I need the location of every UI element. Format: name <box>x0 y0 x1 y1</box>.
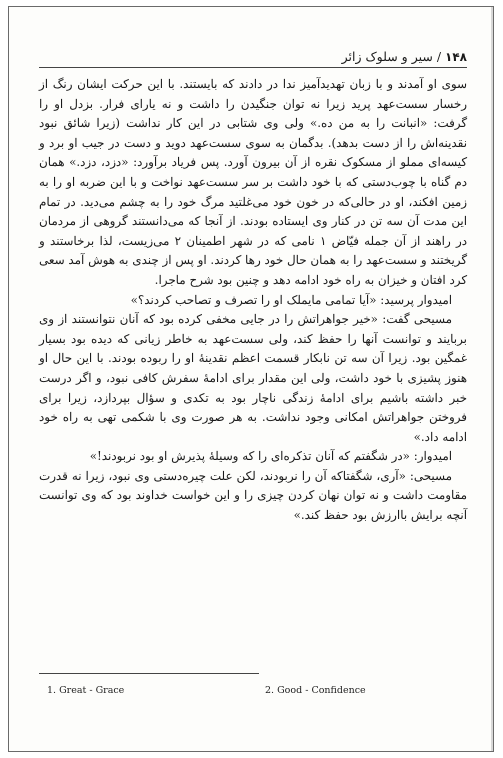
paragraph: امیدوار: «در شگفتم که آنان تذکره‌ای را که وسیلهٔ پذیرش او بود نربودند!» <box>89 449 452 464</box>
body-text <box>39 75 467 526</box>
page-frame <box>8 6 494 752</box>
paragraph: مسیحی گفت: «خیر جواهراتش را در جایی مخفی کرده بود که آنان نتوانستند از وی بربایند و توانست آنها را حفظ کند، ولی سست‌عهد به خاطر زیانی که دیده بود بسیار غمگین بود. زیرا آن سه تن نابکار قسمت اعظم نقدینهٔ او را ربوده بودند. با این حال او هنوز پشیزی با خود داشت، ولی این مقدار برای ادامهٔ سفرش کافی نبود، و اگر درست خبر داشته باشیم برای ادامهٔ زندگی ناچار بود به تکدی و سؤال بپردازد، زیرا برای فروختن جواهراتش امکانی وجود نداشت. به هر صورت وی با شکمی تهی به راه خود ادامه داد.» <box>39 312 467 444</box>
header-rule <box>39 67 467 68</box>
paragraph: سوی او آمدند و با زبان تهدیدآمیز ندا در دادند که بایستند. با این حرکت ایشان رنگ از رخسار سست‌عهد پرید زیرا نه توان جنگیدن را داشت و نه یارای فرار. بزدل او را گرفت: «انبانت را به من ده.» ولی وی شتابی در این کار نداشت (زیرا شائق نبود نقدینه‌اش را از دست بدهد). بدگمان به سوی سست‌عهد دوید و دست در جیب او برد و کیسه‌ای مملو از مسکوک نقره از آن بیرون آورد. پس فریاد برآورد: «دزد، دزد.» همان دم گناه با چوب‌دستی که با خود داشت بر سر سست‌عهد نواخت و با این ضربه او را به زمین افکند، او در حالی‌که در خون خود می‌غلتید مرگ خود را به چشم می‌دید. در تمام این مدت آن سه تن در کنار وی ایستاده بودند. از آنجا که می‌دانستند گروهی از مردمان در راهند از آن جمله فیّاض ۱ نامی که در شهر اطمینان ۲ می‌زیست، لذا برخاستند و گریختند و سست‌عهد را به همان حال خود رها کردند. او پس از چندی به هوش آمد سعی کرد افتان و خیزان به راه خود ادامه دهد و چنین بود شرح ماجرا. <box>39 77 467 287</box>
running-header <box>342 49 467 64</box>
header-separator: / <box>432 49 446 64</box>
paragraph: مسیحی: «آری، شگفتاکه آن را نربودند، لکن علت چیره‌دستی وی نبود، زیرا نه قدرت مقاومت داشت و نه توان نهان کردن چیزی را و این خواست خداوند بود که وی توانست آنچه برایش باارزش بود حفظ کند.» <box>39 468 467 523</box>
book-title: سیر و سلوک زائر <box>341 49 433 64</box>
footnote: 1. Great - Grace <box>47 685 125 696</box>
scan-edge <box>491 7 493 751</box>
page-number: ۱۴۸ <box>445 50 467 64</box>
footnote: 2. Good - Confidence <box>265 685 366 696</box>
paragraph: امیدوار پرسید: «آیا تمامی مایملک او را تصرف و تصاحب کردند؟» <box>130 292 452 307</box>
footnote-rule <box>39 673 259 674</box>
